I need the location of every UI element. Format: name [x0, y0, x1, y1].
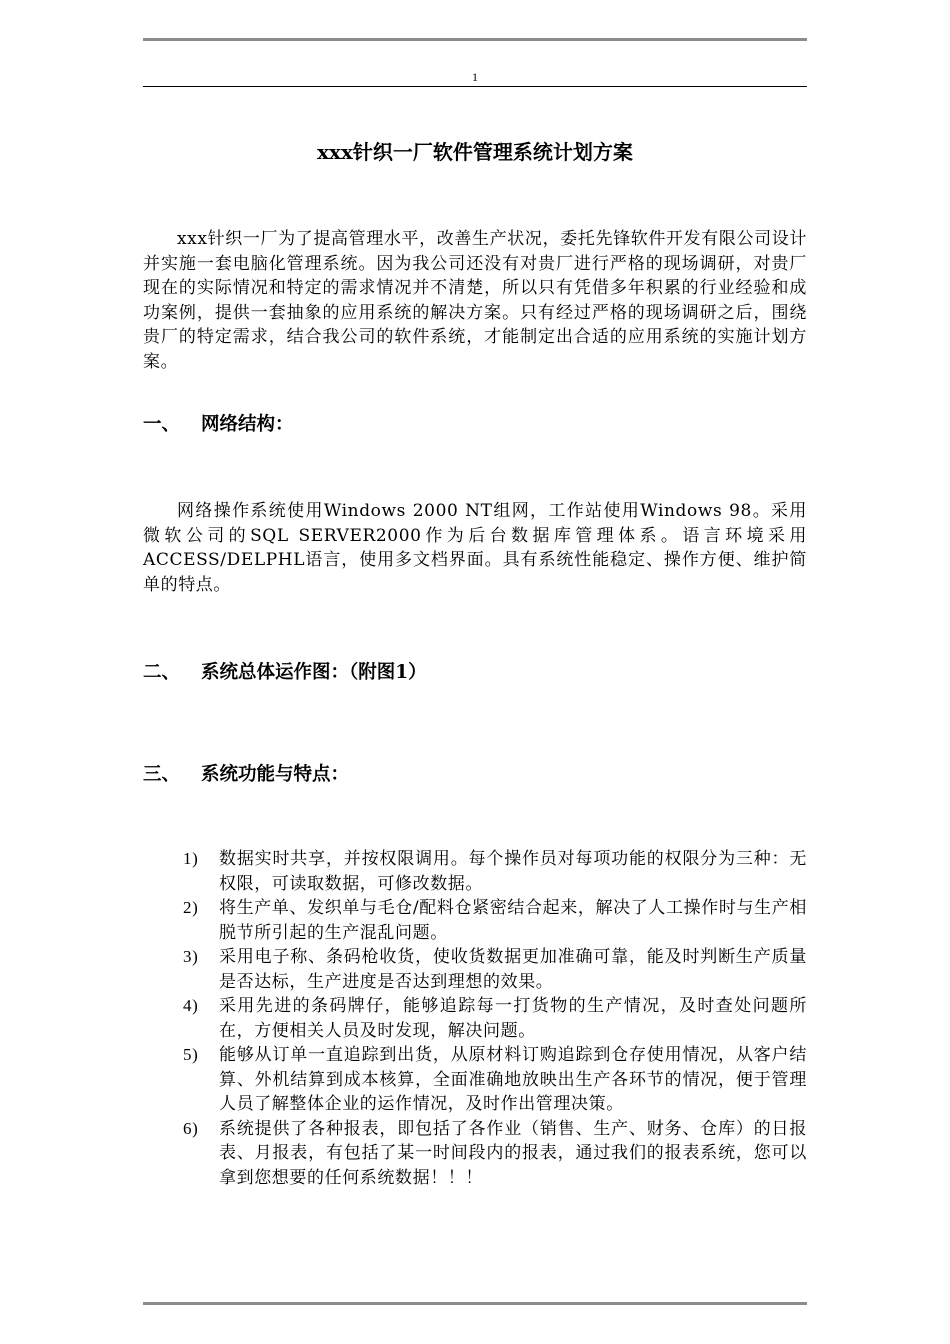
- list-item-text: 能够从订单一直追踪到出货，从原材料订购追踪到仓存使用情况，从客户结算、外机结算到成本核算，全面准确地放映出生产各环节的情况，便于管理人员了解整体企业的运作情况，及时作出管理决策。: [219, 1045, 807, 1114]
- list-marker: 2): [183, 898, 199, 917]
- section-title: 网络结构：: [201, 414, 294, 435]
- intro-paragraph: xxx针织一厂为了提高管理水平，改善生产状况，委托先锋软件开发有限公司设计并实施一套电脑化管理系统。因为我公司还没有对贵厂进行严格的现场调研，对贵厂现在的实际情况和特定的需求情况并不清楚，所以只有凭借多年积累的行业经验和成功案例，提供一套抽象的应用系统的解决方案。只有经过严格的现场调研之后，围绕贵厂的特定需求，结合我公司的软件系统，才能制定出合适的应用系统的实施计划方案。: [143, 229, 807, 372]
- section-title: 系统总体运作图：（附图1）: [201, 662, 427, 683]
- list-item-text: 系统提供了各种报表，即包括了各作业（销售、生产、财务、仓库）的日报表、月报表，有包括了某一时间段内的报表，通过我们的报表系统，您可以拿到您想要的任何系统数据！！！: [219, 1118, 807, 1188]
- feature-list: [143, 847, 807, 1190]
- list-item: [143, 896, 807, 945]
- page-number: 1: [472, 70, 478, 84]
- list-item-text: 采用先进的条码牌仔，能够追踪每一打货物的生产情况，及时查处问题所在，方便相关人员及时发现，解决问题。: [219, 996, 807, 1041]
- list-marker: 4): [183, 996, 199, 1015]
- list-marker: 3): [183, 947, 199, 966]
- list-marker: 1): [183, 849, 199, 868]
- list-item: [143, 1043, 807, 1117]
- list-marker: 5): [183, 1045, 199, 1064]
- network-paragraph: 网络操作系统使用Windows 2000 NT组网，工作站使用Windows 98。采用微软公司的SQL SERVER2000作为后台数据库管理体系。语言环境采用ACCESS/DELPHL语言，使用多文档界面。具有系统性能稳定、操作方便、维护简单的特点。: [143, 501, 807, 595]
- section-heading-overview: [143, 660, 807, 686]
- page-bottom-rule: [143, 1302, 807, 1305]
- section-heading-network: [143, 412, 807, 438]
- header-divider: [143, 86, 807, 87]
- section-number: 三、: [143, 764, 181, 785]
- section-number: 二、: [143, 662, 181, 683]
- section-number: 一、: [143, 414, 181, 435]
- page-top-rule: [143, 38, 807, 41]
- list-marker: 6): [183, 1118, 199, 1138]
- list-item-text: 将生产单、发织单与毛仓/配料仓紧密结合起来，解决了人工操作时与生产相脱节所引起的生产混乱问题。: [219, 898, 807, 943]
- list-item: [143, 1117, 807, 1191]
- list-item-text: 数据实时共享，并按权限调用。每个操作员对每项功能的权限分为三种：无权限，可读取数据，可修改数据。: [219, 849, 807, 894]
- section-title: 系统功能与特点：: [201, 764, 350, 785]
- list-item: [143, 994, 807, 1043]
- list-item: [143, 945, 807, 994]
- list-item: [143, 847, 807, 896]
- document-title: xxx针织一厂软件管理系统计划方案: [317, 140, 633, 164]
- section-heading-features: [143, 762, 807, 788]
- list-item-text: 采用电子称、条码枪收货，使收货数据更加准确可靠，能及时判断生产质量是否达标，生产进度是否达到理想的效果。: [219, 947, 807, 992]
